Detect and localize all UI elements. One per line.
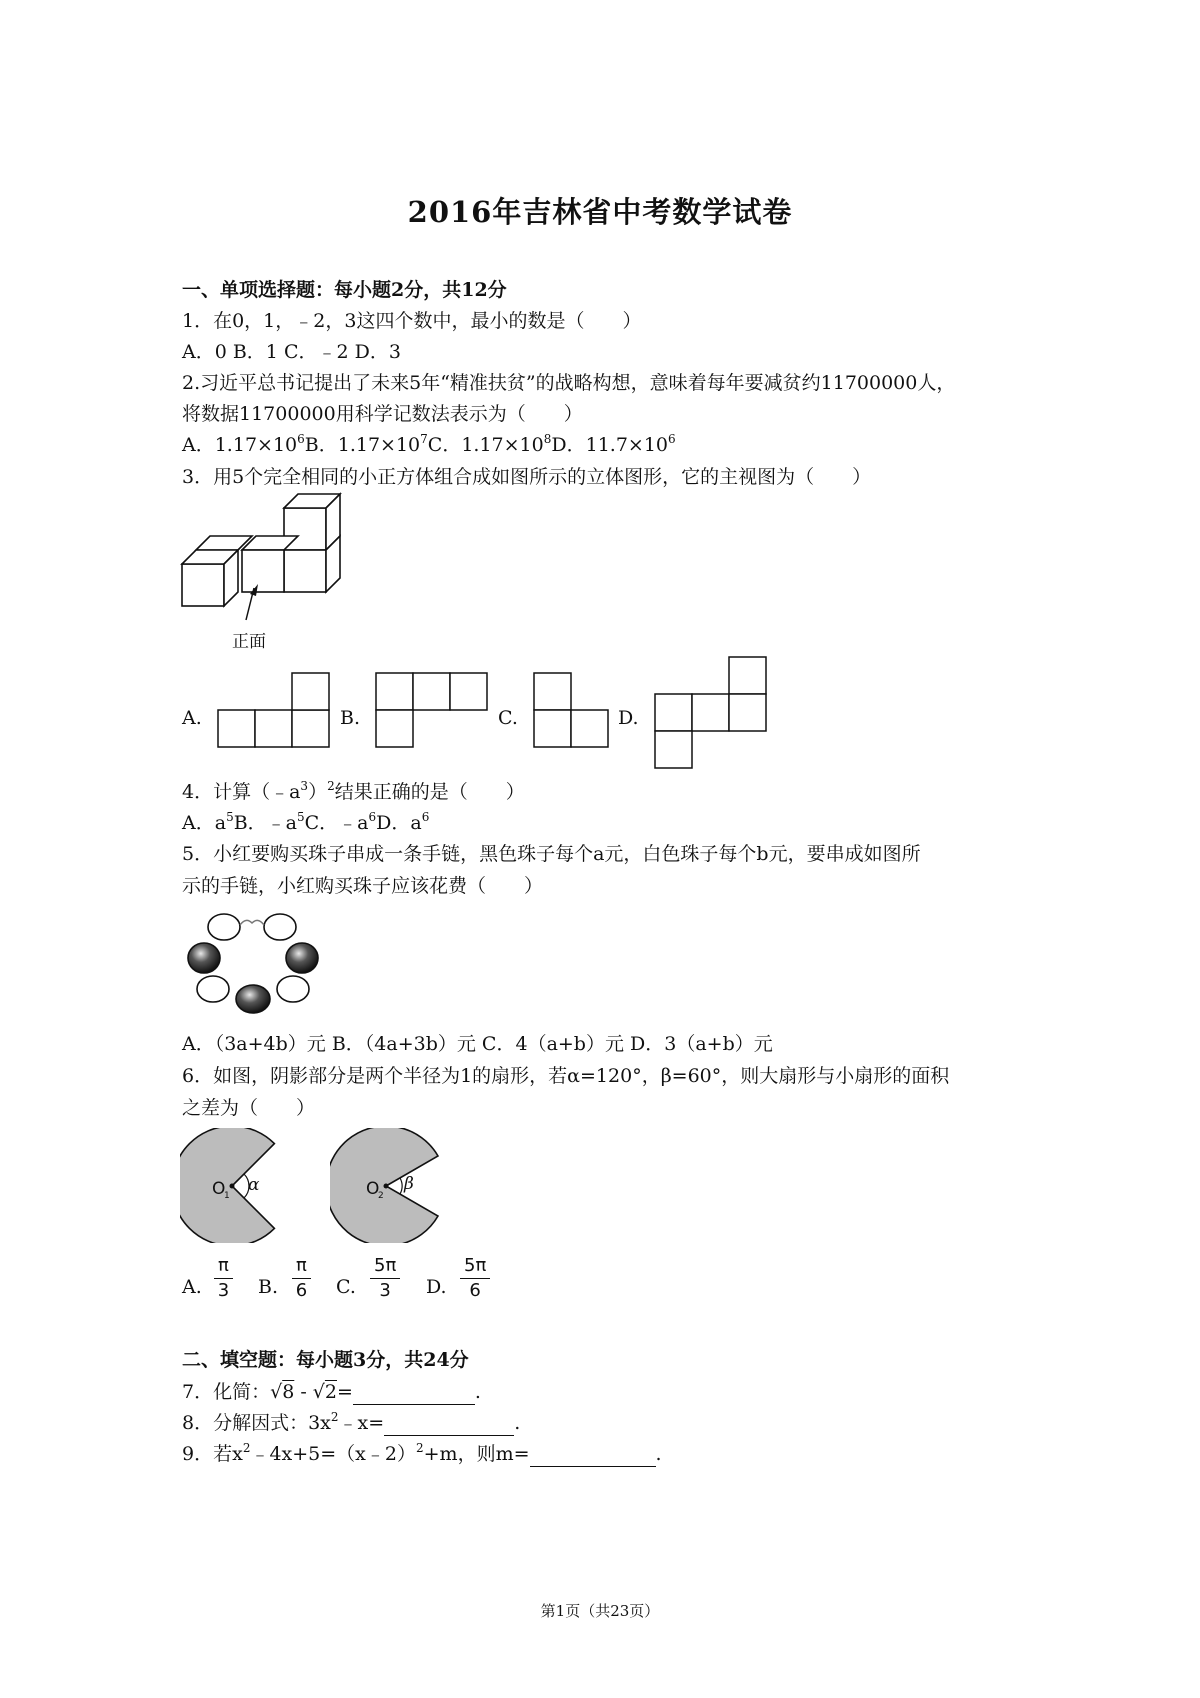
answer-blank-8 [384, 1411, 514, 1436]
sector-figure-2 [330, 1128, 445, 1243]
q6-option-d-label: D. [426, 1276, 447, 1298]
option-b-label: B. [340, 707, 361, 729]
q6-option-c-label: C. [336, 1276, 356, 1298]
q6-option-b-fraction: $\frac{\pi}{6}$ [292, 1254, 311, 1303]
option-b-view [374, 670, 492, 750]
answer-blank-9 [530, 1442, 656, 1467]
question-5-options: A．（3a+4b）元 B．（4a+3b）元 C．4（a+b）元 D．3（a+b）元 [182, 1033, 773, 1055]
question-9: 9．若$x^2﹣4x+5=(x﹣2)^2+m$，则m= . [182, 1441, 662, 1465]
q6-option-a-label: A. [182, 1276, 202, 1298]
question-1-stem: 1．在0，1，﹣2，3这四个数中，最小的数是（ ） [182, 310, 642, 332]
section-heading-choice: 一、单项选择题：每小题2分，共12分 [182, 279, 507, 301]
center-label-o2: O [366, 1179, 380, 1199]
question-4-options: A．$a^5B$．$﹣a^5C$．$﹣a^6D$．$a^6$ [182, 810, 430, 834]
q6-option-a-fraction: $\frac{\pi}{3}$ [214, 1254, 233, 1303]
q6-option-d-fraction: $\frac{5\pi}{6}$ [460, 1254, 490, 1303]
question-2-options: A．$1.17\times 10^6B$．$1.17\times 10^7C$．$1.17\times 10^8D$．$11.7\times 10^6$ [182, 432, 676, 456]
question-5-line-1: 5．小红要购买珠子串成一条手链，黑色珠子每个a元，白色珠子每个b元，要串成如图所 [182, 843, 921, 865]
question-5-line-2: 示的手链，小红购买珠子应该花费（ ） [182, 875, 544, 897]
center-subscript-1: 1 [224, 1191, 230, 1201]
question-4-stem: 4．计算$(﹣a^3)^2$结果正确的是（ ） [182, 779, 525, 803]
page-title: 2016年吉林省中考数学试卷 [407, 195, 793, 229]
question-3-stem: 3．用5个完全相同的小正方体组合成如图所示的立体图形，它的主视图为（ ） [182, 466, 872, 488]
question-6-line-2: 之差为（ ） [182, 1097, 316, 1119]
angle-label-beta: β [404, 1174, 414, 1194]
sector-figure-1 [180, 1128, 295, 1243]
option-a-label: A. [182, 707, 202, 729]
option-c-label: C. [498, 707, 518, 729]
question-6-line-1: 6．如图，阴影部分是两个半径为1的扇形，若α=120°，β=60°，则大扇形与小扇形的面积 [182, 1065, 950, 1087]
answer-blank-7 [353, 1380, 475, 1405]
option-d-label: D. [618, 707, 639, 729]
option-c-view [532, 670, 614, 750]
question-1-options: A．0 B．1 C．﹣2 D．3 [182, 341, 401, 363]
q6-option-b-label: B. [258, 1276, 279, 1298]
center-label-o1: O [212, 1179, 226, 1199]
bracelet-figure [180, 905, 330, 1015]
cube-solid-figure [180, 492, 355, 657]
center-subscript-2: 2 [378, 1191, 384, 1201]
front-view-label: 正面 [232, 632, 266, 652]
question-8: 8．分解因式：$3x^2﹣x=$ . [182, 1410, 521, 1434]
q6-option-c-fraction: $\frac{5\pi}{3}$ [370, 1254, 400, 1303]
section-heading-fill: 二、填空题：每小题3分，共24分 [182, 1349, 469, 1371]
page-footer: 第1页（共23页） [540, 1602, 660, 1620]
angle-label-alpha: α [248, 1175, 260, 1195]
question-2-line-1: 2.习近平总书记提出了未来5年“精准扶贫”的战略构想，意味着每年要减贫约11700000人， [182, 372, 956, 394]
question-2-line-2: 将数据11700000用科学记数法表示为（ ） [182, 403, 583, 425]
question-7: 7．化简：√8 - √2= . [182, 1381, 481, 1403]
option-d-view [653, 654, 771, 772]
option-a-view [216, 670, 334, 750]
